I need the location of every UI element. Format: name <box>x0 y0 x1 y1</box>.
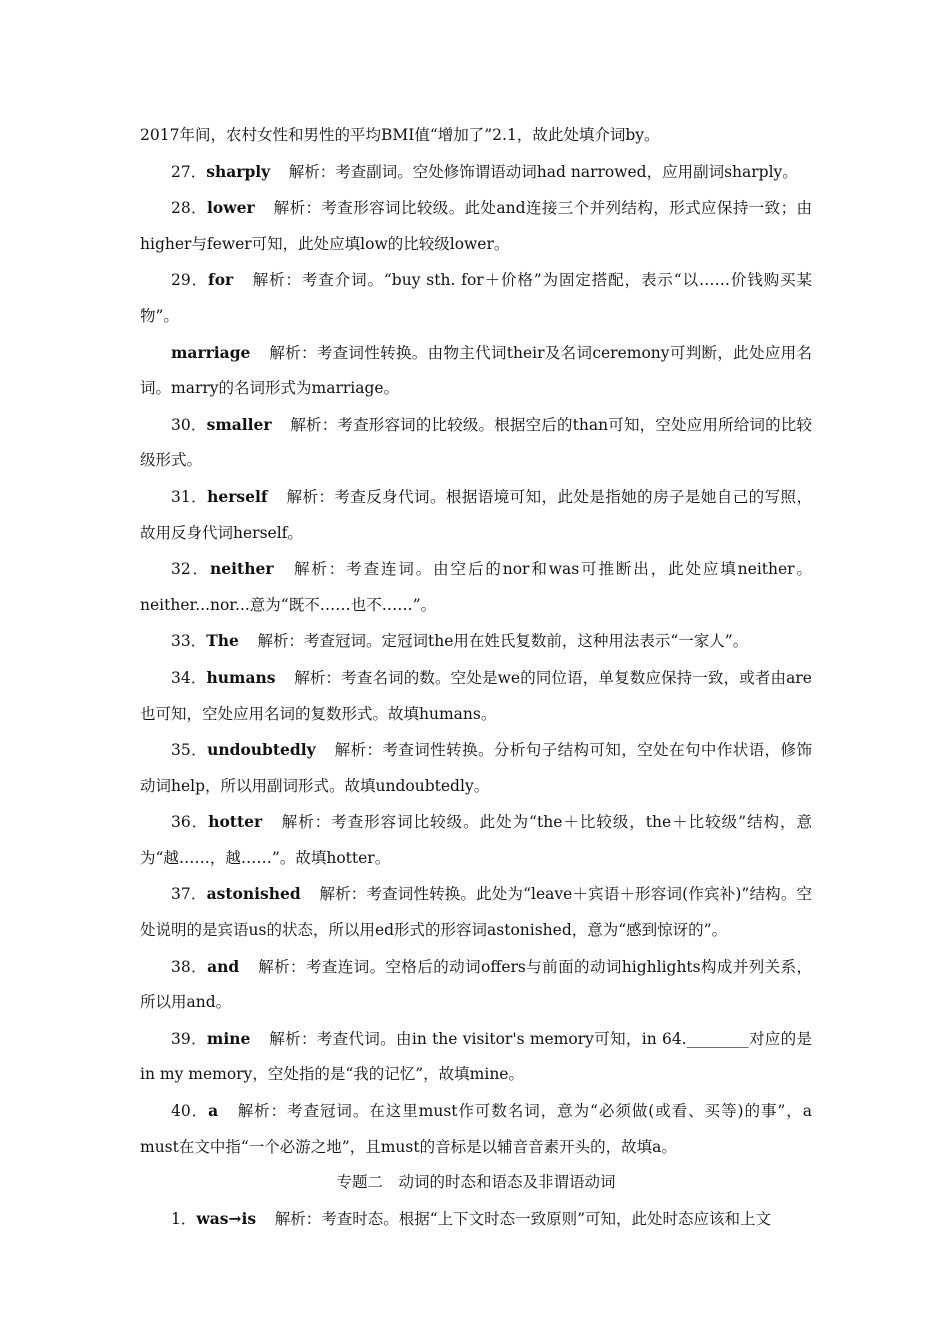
item-answer: smaller <box>206 414 272 434</box>
item-explanation: 解析：考查词性转换。由物主代词their及名词ceremony可判断，此处应用名词。marry的名词形式为marriage。 <box>140 343 812 398</box>
item-number: 28． <box>171 199 208 218</box>
item-answer: humans <box>206 667 276 687</box>
answer-item-last <box>140 1201 812 1238</box>
item-explanation: 解析：考查冠词。定冠词the用在姓氏复数前，这种用法表示“一家人”。 <box>257 632 749 651</box>
item-answer: a <box>208 1101 219 1121</box>
item-answer: hotter <box>208 812 263 832</box>
item-number: 31． <box>171 487 208 506</box>
answer-item <box>140 1093 812 1165</box>
item-explanation: 解析：考查介词。“buy sth. for＋价格”为固定搭配，表示“以……价钱购买某物”。 <box>140 271 812 325</box>
item-answer: mine <box>206 1028 251 1048</box>
section-heading: 专题二 动词的时态和语态及非谓语动词 <box>336 1173 616 1192</box>
item-explanation: 解析：考查形容词的比较级。根据空后的than可知，空处应用所给词的比较级形式。 <box>140 415 812 470</box>
answer-item <box>140 118 812 154</box>
item-answer: and <box>207 956 240 976</box>
item-explanation: 解析：考查冠词。在这里must作可数名词，意为“必须做(或看、买等)的事”，a must在文中指“一个必游之地”，且must的音标是以辅音音素开头的，故填a。 <box>140 1102 812 1156</box>
answer-item <box>140 876 812 948</box>
item-number: 35． <box>171 741 208 760</box>
item-explanation: 解析：考查词性转换。此处为“leave＋宾语＋形容词(作宾补)”结构。空处说明的是宾语us的状态，所以用ed形式的形容词astonished，意为“感到惊讶的”。 <box>140 885 812 940</box>
item-answer: neither <box>210 559 274 579</box>
item-number: 34． <box>171 668 207 687</box>
item-number: 33． <box>171 632 207 651</box>
answer-item <box>140 623 812 660</box>
item-number: 32． <box>171 560 211 579</box>
item-number: 27． <box>171 162 207 181</box>
item-explanation: 2017年间，农村女性和男性的平均BMI值“增加了”2.1，故此处填介词by。 <box>140 126 660 144</box>
answer-item <box>140 1021 812 1093</box>
item-answer: herself <box>207 486 268 506</box>
item-answer: The <box>206 631 239 651</box>
item-explanation: 解析：考查词性转换。分析句子结构可知，空处在句中作状语，修饰动词help，所以用副词形式。故填undoubtedly。 <box>140 741 812 795</box>
item-number: 30． <box>171 415 207 434</box>
item-number: 38． <box>171 957 208 976</box>
item-number: 40． <box>171 1102 209 1121</box>
item-answer: was→is <box>196 1208 257 1228</box>
answer-item <box>140 949 812 1021</box>
item-number: 37． <box>171 885 207 904</box>
item-answer: astonished <box>206 884 301 904</box>
item-explanation: 解析：考查名词的数。空处是we的同位语，单复数应保持一致，或者由are也可知，空处应用名词的复数形式。故填humans。 <box>140 668 812 723</box>
answer-item <box>140 660 812 732</box>
document-page <box>140 118 812 1237</box>
answer-item <box>140 732 812 804</box>
item-number: 29． <box>171 271 209 290</box>
answer-item <box>140 190 812 262</box>
answer-item <box>140 335 812 407</box>
item-answer: marriage <box>171 342 251 362</box>
item-explanation: 解析：考查代词。由in the visitor's memory可知，in 64.________对应的是in my memory，空处指的是“我的记忆”，故填mine。 <box>140 1029 812 1084</box>
answer-item <box>140 407 812 479</box>
item-answer: sharply <box>206 161 271 181</box>
answer-item <box>140 551 812 623</box>
item-answer: lower <box>207 198 255 218</box>
answer-list <box>140 118 812 1165</box>
item-explanation: 解析：考查连词。由空后的nor和was可推断出，此处应填neither。neither...nor...意为“既不……也不……”。 <box>140 560 812 614</box>
item-explanation: 解析：考查连词。空格后的动词offers与前面的动词highlights构成并列关系，所以用and。 <box>140 957 812 1012</box>
item-number: 36． <box>171 813 209 832</box>
item-explanation: 解析：考查副词。空处修饰谓语动词had narrowed，应用副词sharply。 <box>288 162 798 181</box>
item-explanation: 解析：考查时态。根据“上下文时态一致原则”可知，此处时态应该和上文 <box>274 1209 772 1228</box>
answer-item <box>140 804 812 876</box>
answer-item <box>140 262 812 334</box>
item-explanation: 解析：考查形容词比较级。此处and连接三个并列结构，形式应保持一致；由higher与fewer可知，此处应填low的比较级lower。 <box>140 199 812 253</box>
item-number: 39． <box>171 1029 207 1048</box>
answer-item <box>140 479 812 551</box>
item-explanation: 解析：考查形容词比较级。此处为“the＋比较级，the＋比较级”结构，意为“越……，越……”。故填hotter。 <box>140 813 812 867</box>
item-explanation: 解析：考查反身代词。根据语境可知，此处是指她的房子是她自己的写照，故用反身代词herself。 <box>140 487 812 542</box>
item-number: 1． <box>171 1209 197 1228</box>
item-answer: undoubtedly <box>207 740 316 760</box>
item-answer: for <box>208 270 234 290</box>
answer-item <box>140 154 812 191</box>
